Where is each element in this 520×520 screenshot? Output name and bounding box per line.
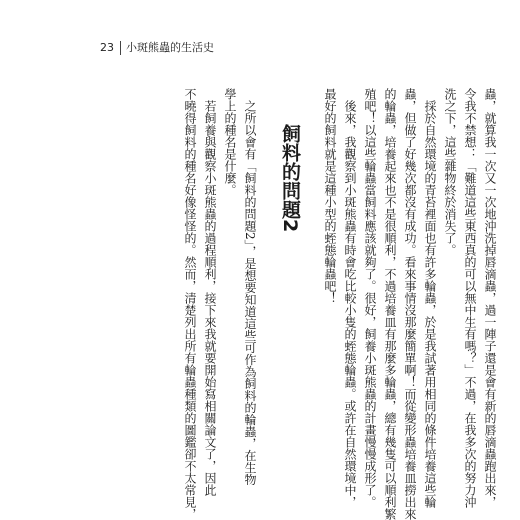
text-column: 不曉得飼料的種名好像怪怪的。然而，清楚列出所有輪蟲種類的圖鑑卻不太常見， bbox=[183, 88, 197, 520]
text-column: 最好的飼料就是這種小型的蛭態輪蟲吧！ bbox=[323, 88, 337, 304]
text-column: 殖吧！以這些輪蟲當飼料應該就夠了。很好，飼養小斑熊蟲的計畫慢慢成形了。 bbox=[363, 88, 377, 508]
text-column: 之所以會有「飼料的問題2」，是想要知道這些可作為飼料的輪蟲，在生物 bbox=[243, 88, 257, 486]
text-column: 蟲，但做了好幾次都沒有成功。看來事情沒那麼簡單啊！而從變形蟲培養皿撈出來 bbox=[403, 88, 417, 520]
text-column: 學上的種名是什麼。 bbox=[223, 88, 237, 196]
text-column: 後來，我觀察到小斑熊蟲有時會吃比較小隻的蛭態輪蟲。或許在自然環境中， bbox=[343, 88, 357, 508]
header-divider bbox=[120, 41, 121, 55]
text-column: 蟲，就算我一次又一次地沖洗掉唇滴蟲，過一陣子還是會有新的唇滴蟲跑出來， bbox=[483, 88, 497, 508]
text-column: 的輪蟲，培養起來也不是很順利，不過培養皿有那麼多輪蟲，總有幾隻可以順利繁 bbox=[383, 88, 397, 520]
text-column: 洗之下，這些雜物終於消失了。 bbox=[443, 88, 457, 256]
section-heading: 飼料的問題2 bbox=[279, 124, 301, 233]
text-column: 採於自然環境的青苔裡面也有許多輪蟲，於是我試著用相同的條件培養這些輪 bbox=[423, 88, 437, 508]
page-number: 23 bbox=[100, 41, 114, 54]
running-title: 小斑熊蟲的生活史 bbox=[126, 41, 214, 54]
text-column: 若飼養與觀察小斑熊蟲的過程順利，接下來我就要開始寫相關論文了，因此 bbox=[203, 88, 217, 496]
vertical-body-text bbox=[100, 88, 500, 520]
text-column: 令我不禁想：「難道這些東西真的可以無中生有嗎？」不過，在我多次的努力沖 bbox=[463, 88, 477, 508]
